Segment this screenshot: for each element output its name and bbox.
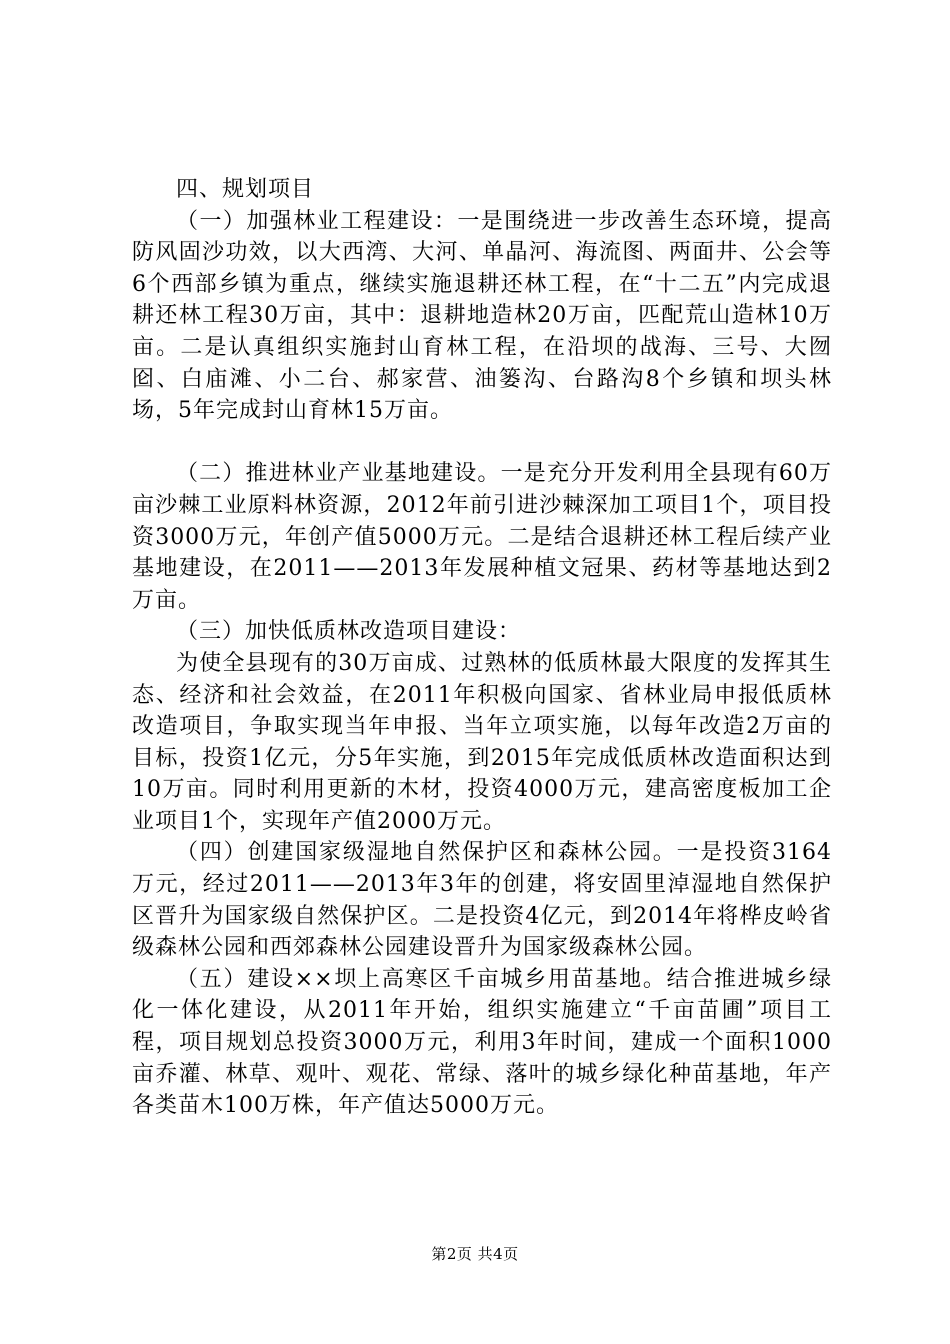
- paragraph-industry-base: （二）推进林业产业基地建设。一是充分开发利用全县现有60万亩沙棘工业原料林资源，2012年前引进沙棘深加工项目1个，项目投资3000万元，年创产值5000万元。二是结合退耕还林工程后续产业基地建设，在2011——2013年发展种植文冠果、药材等基地达到2万亩。: [132, 461, 832, 613]
- document-body: [132, 174, 832, 1122]
- page-number: 第2页 共4页: [431, 1245, 519, 1263]
- page-footer: [0, 1244, 950, 1264]
- paragraph-low-quality-forest: 为使全县现有的30万亩成、过熟林的低质林最大限度的发挥其生态、经济和社会效益，在2011年积极向国家、省林业局申报低质林改造项目，争取实现当年申报、当年立项实施，以每年改造2万亩的目标，投资1亿元，分5年实施，到2015年完成低质林改造面积达到10万亩。同时利用更新的木材，投资4000万元，建高密度板加工企业项目1个，实现年产值2000万元。: [132, 650, 832, 834]
- paragraph-nursery-base: （五）建设××坝上高寒区千亩城乡用苗基地。结合推进城乡绿化一体化建设，从2011年开始，组织实施建立“千亩苗圃”项目工程，项目规划总投资3000万元，利用3年时间，建成一个面积1000亩乔灌、林草、观叶、观花、常绿、落叶的城乡绿化种苗基地，年产各类苗木100万株，年产值达5000万元。: [132, 966, 832, 1119]
- paragraph-forestry-engineering: （一）加强林业工程建设：一是围绕进一步改善生态环境，提高防风固沙功效，以大西湾、大河、单晶河、海流图、两面井、公会等6个西部乡镇为重点，继续实施退耕还林工程，在“十二五”内完成退耕还林工程30万亩，其中：退耕地造林20万亩，匹配荒山造林10万亩。二是认真组织实施封山育林工程，在沿坝的战海、三号、大囫囵、白庙滩、小二台、郝家营、油篓沟、台路沟8个乡镇和坝头林场，5年完成封山育林15万亩。: [132, 208, 833, 424]
- paragraph-low-quality-forest-heading: （三）加快低质林改造项目建设：: [176, 619, 522, 645]
- section-heading: 四、规划项目: [176, 177, 315, 202]
- paragraph-spacer: [132, 427, 832, 459]
- paragraph-wetland-reserve: （四）创建国家级湿地自然保护区和森林公园。一是投资3164万元，经过2011——2013年3年的创建，将安固里淖湿地自然保护区晋升为国家级自然保护区。二是投资4亿元，到2014年将桦皮岭省级森林公园和西郊森林公园建设晋升为国家级森林公园。: [132, 840, 832, 961]
